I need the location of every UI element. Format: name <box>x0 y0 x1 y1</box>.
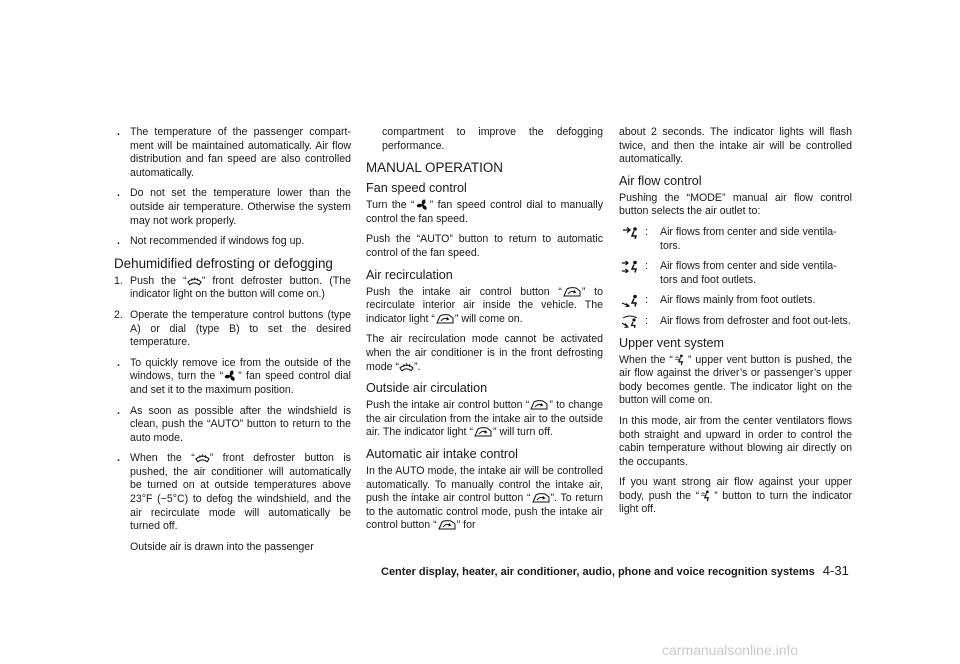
fan-speed-text <box>366 199 603 226</box>
air-flow-item <box>619 226 852 253</box>
text-part: ”. <box>413 360 421 373</box>
bullet-marker: . <box>117 356 120 369</box>
bullet-item <box>114 452 351 534</box>
upper-vent-heading: Upper vent system <box>619 335 724 350</box>
column-2 <box>366 126 603 540</box>
air-recirculation-icon <box>435 313 455 325</box>
bullet-marker: . <box>117 452 120 465</box>
air-recirculation-icon <box>529 399 549 411</box>
text-part: ”. To return to the automatic control mode, push the intake air control button “ <box>366 492 603 532</box>
outside-air-heading: Outside air circulation <box>366 381 488 396</box>
bullet-text: To quickly remove ice from the outside of the windows, turn the “ <box>130 356 351 383</box>
outside-air-text: Outside air is drawn into the passenger <box>130 540 314 553</box>
page-number: 4-31 <box>822 563 849 578</box>
text-part: Turn the “ <box>366 199 415 212</box>
step-1 <box>114 275 351 302</box>
outside-air-circ-text <box>366 399 603 440</box>
air-flow-item <box>619 260 852 287</box>
continued-text: compartment to improve the defogging performance. <box>382 126 603 152</box>
air-flow-heading: Air flow control <box>619 173 702 188</box>
step-text: ” front defroster button. (The indicator light on the button will come on.) <box>130 274 351 301</box>
column-3 <box>619 126 852 524</box>
text-part: Push the intake air control button “ <box>366 285 562 298</box>
air-flow-item <box>619 294 852 308</box>
upper-vent-text-2: In this mode, air from the center ventilators flows both straight and upward in order to control the cabin temperature without blowing air directly on the occupants. <box>619 414 852 468</box>
air-recirculation-icon <box>473 426 493 438</box>
air-flow-text: Air flows mainly from foot outlets. <box>660 294 816 307</box>
step-text: Operate the temperature control buttons (type A) or dial (type B) to set the desired temperature. <box>130 308 351 349</box>
bullet-text: As soon as possible after the windshield is clean, push the “AUTO” button to return to the auto mode. <box>130 404 351 444</box>
fan-speed-heading: Fan speed control <box>366 181 467 196</box>
air-flow-item <box>619 315 852 329</box>
step-number: 2. <box>114 308 123 321</box>
vent-defrost-foot-icon <box>621 315 641 328</box>
manual-operation-heading: MANUAL OPERATION <box>366 160 503 176</box>
recirc-text-2 <box>366 333 603 374</box>
bullet-text: Do not set the temperature lower than the outside air temperature. Otherwise the system may not work properly. <box>130 187 351 227</box>
bullet-marker: . <box>117 187 120 200</box>
bullet-text: ” front defroster button is pushed, the air conditioner will automatically be turned on at outside temperatures above 23°F (−5°C) to defog the windshield, and the air recirculate mode will automatically be turned off. <box>130 452 351 533</box>
fan-icon <box>223 370 238 382</box>
bullet-marker: . <box>117 235 120 248</box>
air-recirculation-icon <box>562 286 582 298</box>
colon: : <box>645 294 648 307</box>
continued-text: about 2 seconds. The indicator lights will flash twice, and then the intake air will be controlled automatically. <box>619 126 852 166</box>
upper-vent-text-3 <box>619 476 852 517</box>
bullet-marker: . <box>117 126 120 138</box>
recirc-text-1 <box>366 286 603 327</box>
bullet-item <box>114 357 351 398</box>
bullet-item <box>114 126 351 180</box>
step-number: 1. <box>114 274 123 287</box>
bullet-text: ” fan speed control dial and set it to the maximum position. <box>130 370 351 396</box>
air-flow-text: Air flows from center and side ventila-tors. <box>660 225 837 252</box>
fan-auto-text: Push the “AUTO” button to return to automatic control of the fan speed. <box>366 233 603 259</box>
page-footer <box>381 563 849 578</box>
upper-vent-text-1 <box>619 354 852 408</box>
bullet-item <box>114 187 351 228</box>
bullet-marker: . <box>117 404 120 417</box>
text-part: ” for <box>456 519 476 532</box>
text-part: In the AUTO mode, the intake air will be controlled automatically. To manually control the intake air, push the intake air control button “ <box>366 464 603 505</box>
auto-intake-text <box>366 465 603 533</box>
text-part: ” fan speed control dial to manually control the fan speed. <box>366 199 604 225</box>
text-part: ” will come on. <box>454 312 523 325</box>
column-1 <box>114 126 351 561</box>
front-defroster-icon <box>187 275 202 287</box>
bullet-item <box>114 235 351 249</box>
step-text: Push the “ <box>130 274 187 287</box>
text-part: If you want strong air flow against your upper body, push the “ <box>619 476 852 502</box>
auto-intake-heading: Automatic air intake control <box>366 446 518 461</box>
bullet-text: When the “ <box>130 452 195 465</box>
vent-face-foot-icon <box>621 260 641 273</box>
vent-face-icon <box>621 226 641 239</box>
air-recirculation-icon <box>437 519 457 531</box>
air-flow-text: Air flows from defroster and foot out-lets. <box>660 314 851 327</box>
text-part: The air recirculation mode cannot be activated when the air conditioner is in the front defrosting mode “ <box>366 333 603 373</box>
bullet-text: The temperature of the passenger compart-ment will be maintained automatically. Air flow distribution and fan speed are also controlled automatically. <box>130 126 351 179</box>
dehumidified-heading: Dehumidified defrosting or defogging <box>114 255 333 271</box>
bullet-item <box>114 405 351 446</box>
colon: : <box>645 225 648 238</box>
front-defroster-icon <box>195 452 210 464</box>
upper-vent-icon <box>673 354 688 366</box>
watermark: carmanualsonline.info <box>662 642 799 658</box>
text-part: ” will turn off. <box>492 426 553 439</box>
text-part: ” button to turn the indicator light off. <box>619 489 852 516</box>
colon: : <box>645 260 648 273</box>
vent-foot-icon <box>621 294 641 307</box>
upper-vent-icon <box>699 490 714 502</box>
step-2 <box>114 309 351 350</box>
colon: : <box>645 314 648 327</box>
air-flow-text: Air flows from center and side ventila-tors and foot outlets. <box>660 260 837 286</box>
text-part: ” to change the air circulation from the intake air to the outside air. The indicator light “ <box>366 399 603 439</box>
text-part: ” upper vent button is pushed, the air flow against the driver’s or passenger’s upper body becomes gentle. The indicator light on the button will come on. <box>619 353 852 407</box>
text-part: Push the intake air control button “ <box>366 399 530 412</box>
air-recirculation-icon <box>531 492 551 504</box>
text-part: ” to recirculate interior air inside the vehicle. The indicator light “ <box>366 285 603 325</box>
air-recirculation-heading: Air recirculation <box>366 267 453 282</box>
front-defroster-icon <box>399 361 414 373</box>
text-part: When the “ <box>619 353 673 366</box>
fan-icon <box>415 199 430 211</box>
air-flow-intro: Pushing the “MODE” manual air flow control button selects the air outlet to: <box>619 191 852 218</box>
footer-title: Center display, heater, air conditioner, audio, phone and voice recognition systems <box>381 566 815 578</box>
bullet-text: Not recommended if windows fog up. <box>130 235 305 248</box>
